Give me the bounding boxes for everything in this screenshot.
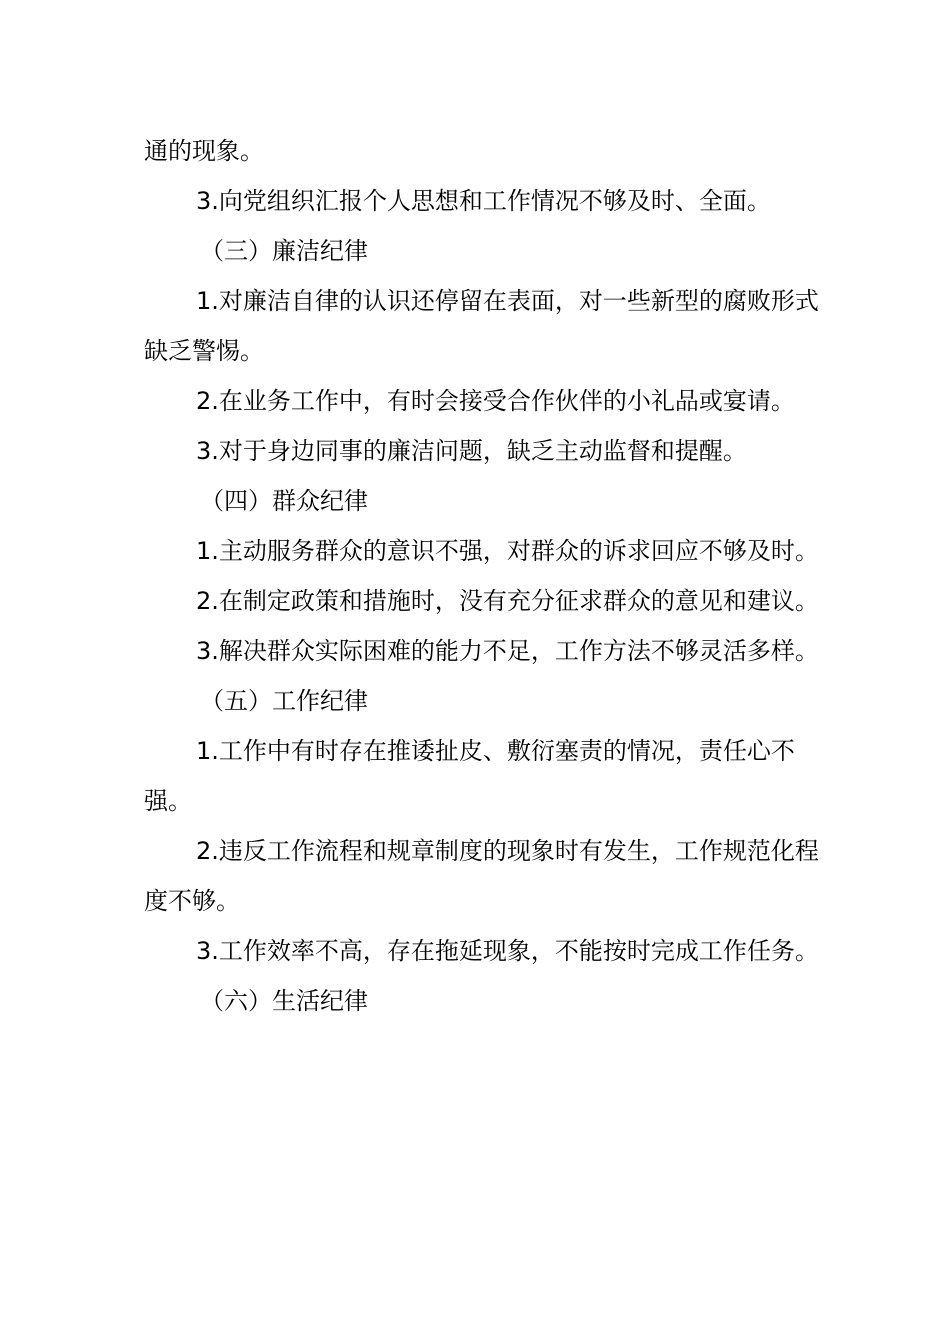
list-item: 1.主动服务群众的意识不强，对群众的诉求回应不够及时。: [196, 537, 819, 565]
paragraph-continuation: 通的现象。: [144, 137, 264, 165]
section-heading-gongzuo: （五）工作纪律: [200, 687, 368, 715]
list-item: 1.对廉洁自律的认识还停留在表面，对一些新型的腐败形式缺乏警惕。: [144, 287, 819, 365]
list-item: 1.工作中有时存在推诿扯皮、敷衍塞责的情况，责任心不强。: [144, 737, 795, 815]
section-heading-lianjie: （三）廉洁纪律: [200, 237, 368, 265]
list-item: 3.解决群众实际困难的能力不足，工作方法不够灵活多样。: [196, 637, 819, 665]
list-item: 3.工作效率不高，存在拖延现象，不能按时完成工作任务。: [196, 937, 819, 965]
section-heading-qunzhong: （四）群众纪律: [200, 487, 368, 515]
document-body: [144, 126, 824, 1026]
list-item: 2.在业务工作中，有时会接受合作伙伴的小礼品或宴请。: [196, 387, 795, 415]
list-item: 3.向党组织汇报个人思想和工作情况不够及时、全面。: [196, 187, 771, 215]
list-item: 2.违反工作流程和规章制度的现象时有发生，工作规范化程度不够。: [144, 837, 819, 915]
section-heading-shenghuo: （六）生活纪律: [200, 987, 368, 1015]
list-item: 3.对于身边同事的廉洁问题，缺乏主动监督和提醒。: [196, 437, 747, 465]
list-item: 2.在制定政策和措施时，没有充分征求群众的意见和建议。: [196, 587, 819, 615]
